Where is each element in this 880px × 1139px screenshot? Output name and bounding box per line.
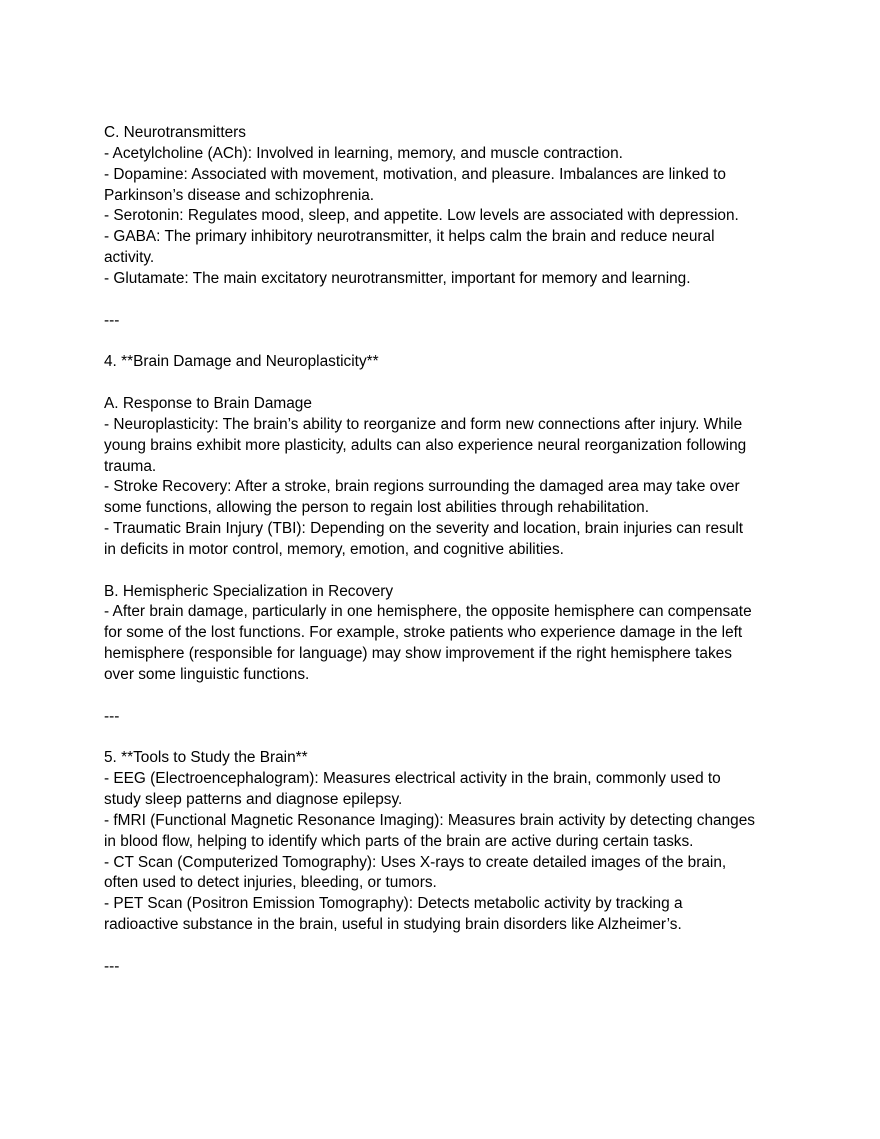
- blank-line: [104, 290, 776, 311]
- bullet-neuroplasticity-line-2: young brains exhibit more plasticity, adults can also experience neural reorganization following: [104, 436, 747, 454]
- bullet-fmri-line-1: - fMRI (Functional Magnetic Resonance Imaging): Measures brain activity by detecting changes: [104, 811, 755, 829]
- subsection-heading: B. Hemispheric Specialization in Recovery: [104, 582, 394, 600]
- bullet-gaba-line-2: activity.: [104, 249, 155, 267]
- bullet-ct-line-1: - CT Scan (Computerized Tomography): Uses X-rays to create detailed images of the brain,: [104, 853, 727, 871]
- blank-line: [104, 936, 776, 957]
- blank-line: [104, 561, 776, 582]
- separator: ---: [104, 957, 120, 975]
- bullet-tbi-line-1: - Traumatic Brain Injury (TBI): Depending on the severity and location, brain injuries can result: [104, 520, 744, 538]
- bullet-dopamine-line-1: - Dopamine: Associated with movement, motivation, and pleasure. Imbalances are linked to: [104, 165, 726, 183]
- section-title: 4. **Brain Damage and Neuroplasticity**: [104, 353, 379, 371]
- subsection-heading: C. Neurotransmitters: [104, 124, 246, 141]
- separator: ---: [104, 707, 120, 725]
- bullet-eeg-line-1: - EEG (Electroencephalogram): Measures electrical activity in the brain, commonly used to: [104, 770, 721, 788]
- bullet-glutamate: - Glutamate: The main excitatory neurotransmitter, important for memory and learning.: [104, 269, 691, 287]
- bullet-ct-line-2: often used to detect injuries, bleeding, or tumors.: [104, 874, 437, 892]
- blank-line: [104, 727, 776, 748]
- bullet-neuroplasticity-line-1: - Neuroplasticity: The brain’s ability to reorganize and form new connections after injury. While: [104, 415, 743, 433]
- bullet-gaba-line-1: - GABA: The primary inhibitory neurotransmitter, it helps calm the brain and reduce neural: [104, 228, 715, 246]
- bullet-hemispheric-line-2: for some of the lost functions. For example, stroke patients who experience damage in the left: [104, 624, 743, 642]
- bullet-hemispheric-line-4: over some linguistic functions.: [104, 665, 310, 683]
- bullet-neuroplasticity-line-3: trauma.: [104, 457, 157, 475]
- blank-line: [104, 373, 776, 394]
- blank-line: [104, 331, 776, 352]
- bullet-hemispheric-line-3: hemisphere (responsible for language) may show improvement if the right hemisphere takes: [104, 645, 732, 663]
- bullet-fmri-line-2: in blood flow, helping to identify which parts of the brain are active during certain tasks.: [104, 832, 694, 850]
- bullet-stroke-line-1: - Stroke Recovery: After a stroke, brain regions surrounding the damaged area may take over: [104, 478, 740, 496]
- separator: ---: [104, 311, 120, 329]
- bullet-pet-line-1: - PET Scan (Positron Emission Tomography): Detects metabolic activity by tracking a: [104, 895, 683, 913]
- section-title: 5. **Tools to Study the Brain**: [104, 749, 308, 767]
- bullet-serotonin: - Serotonin: Regulates mood, sleep, and appetite. Low levels are associated with depression.: [104, 207, 739, 225]
- document-body: [104, 123, 776, 978]
- brain-damage-section: [104, 352, 776, 686]
- blank-line: [104, 686, 776, 707]
- bullet-hemispheric-line-1: - After brain damage, particularly in one hemisphere, the opposite hemisphere can compensate: [104, 603, 752, 621]
- neurotransmitters-section: [104, 123, 776, 290]
- bullet-pet-line-2: radioactive substance in the brain, useful in studying brain disorders like Alzheimer’s.: [104, 916, 682, 934]
- bullet-acetylcholine: - Acetylcholine (ACh): Involved in learning, memory, and muscle contraction.: [104, 144, 623, 162]
- bullet-eeg-line-2: study sleep patterns and diagnose epilepsy.: [104, 791, 403, 808]
- tools-section: [104, 748, 776, 936]
- subsection-heading: A. Response to Brain Damage: [104, 394, 312, 412]
- bullet-dopamine-line-2: Parkinson’s disease and schizophrenia.: [104, 186, 375, 204]
- bullet-tbi-line-2: in deficits in motor control, memory, emotion, and cognitive abilities.: [104, 540, 564, 558]
- bullet-stroke-line-2: some functions, allowing the person to regain lost abilities through rehabilitation.: [104, 499, 649, 517]
